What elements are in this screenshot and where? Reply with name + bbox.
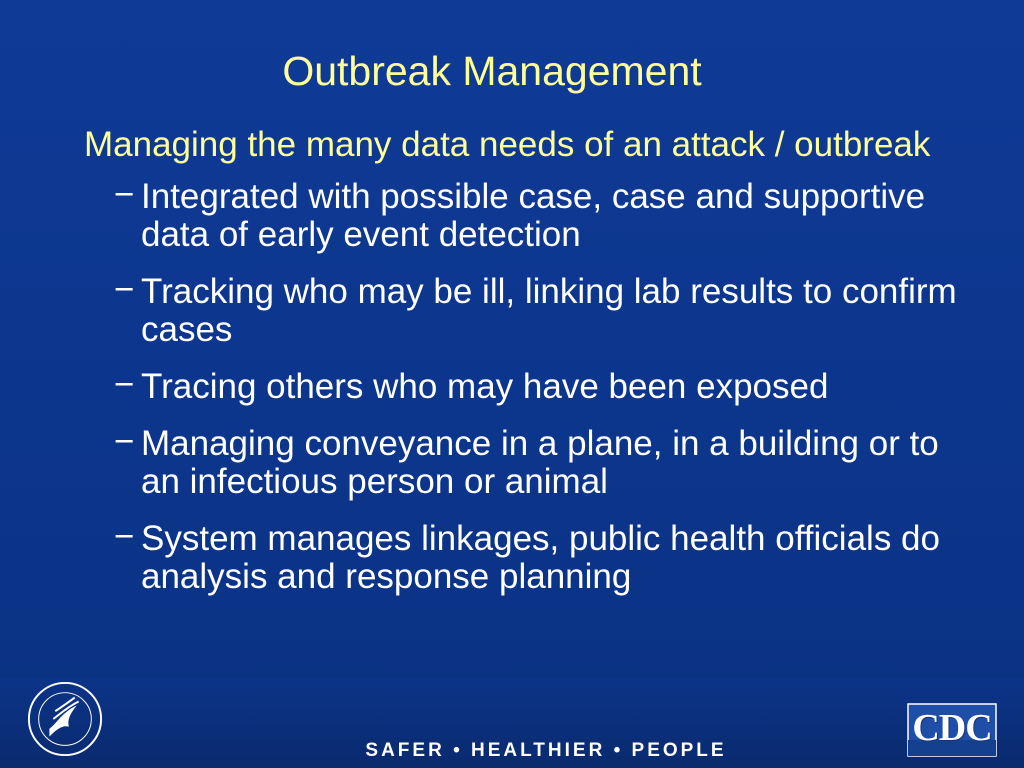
dash-marker: −: [114, 422, 135, 461]
bullet-text: Tracking who may be ill, linking lab results to confirm cases: [141, 272, 957, 349]
dash-marker: −: [114, 270, 135, 309]
bullet-item: [84, 175, 964, 254]
dash-marker: −: [114, 365, 135, 404]
dash-marker: −: [114, 517, 135, 556]
slide-content: [84, 126, 964, 615]
cdc-logo-icon: [906, 702, 998, 758]
bullet-text: Managing conveyance in a plane, in a building or to an infectious person or animal: [141, 424, 939, 501]
bullet-text: System manages linkages, public health officials do analysis and response planning: [141, 519, 940, 596]
dash-marker: −: [114, 175, 135, 214]
footer-tagline-text: SAFER • HEALTHIER • PEOPLE: [365, 740, 727, 761]
footer-tagline: [0, 740, 1024, 762]
slide-title: [0, 48, 1024, 95]
bullet-list: [84, 175, 964, 596]
bullet-text: Integrated with possible case, case and supportive data of early event detection: [141, 177, 926, 254]
bullet-text: Tracing others who may have been exposed: [141, 367, 829, 406]
bullet-item: [84, 422, 964, 501]
bullet-item: [84, 517, 964, 596]
lead-text: Managing the many data needs of an attack / outbreak: [84, 125, 931, 164]
bullet-item: [84, 365, 964, 406]
slide-title-text: Outbreak Management: [282, 48, 702, 94]
cdc-logo-text: CDC: [912, 707, 992, 749]
bullet-item: [84, 270, 964, 349]
